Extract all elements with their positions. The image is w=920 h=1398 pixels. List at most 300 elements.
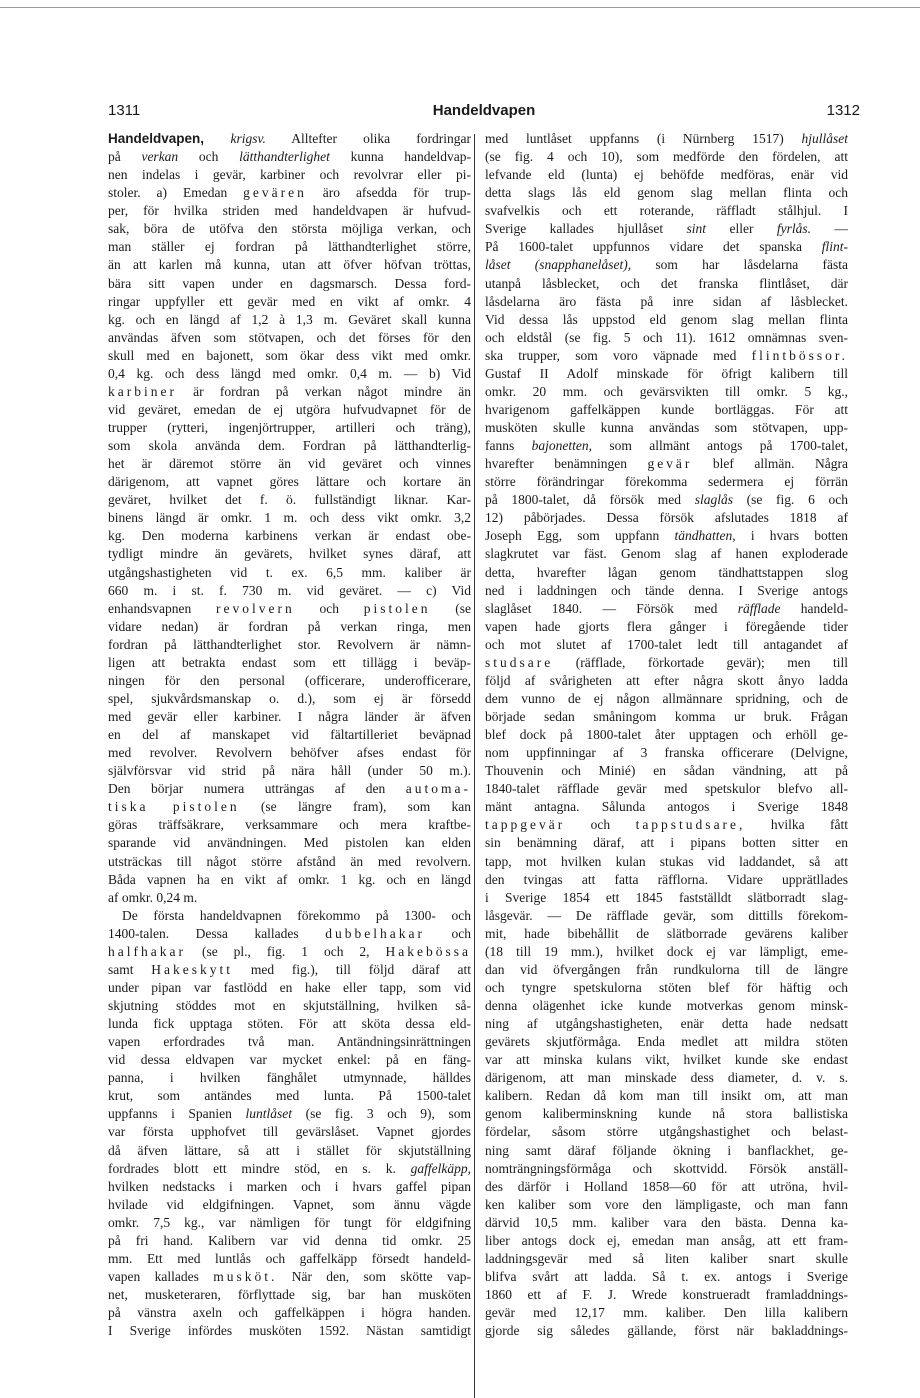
text-line	[108, 1286, 471, 1304]
text-line	[108, 437, 471, 455]
text-run: På 1600-talet uppfunnos vidare det spanska	[485, 239, 822, 255]
text-run: hvarefter benämningen	[485, 456, 648, 472]
text-run: Vid dessa lås uppstod eld genom slag mellan flinta	[485, 311, 848, 327]
text-line	[485, 1322, 848, 1340]
text-run: ligen att betrakta endast som ett tillägg i beväp-	[108, 654, 471, 670]
text-line	[108, 672, 471, 690]
text-run: började sedan småningom komma ur bruk. Frågan	[485, 709, 848, 724]
text-line	[485, 1250, 848, 1268]
text-line	[108, 853, 471, 871]
text-run: ningen för den personal (officerare, underofficerare,	[108, 672, 471, 688]
text-line	[108, 184, 471, 202]
text-run: lunda fick upptaga stöten. För att sköta dessa eld-	[108, 1016, 471, 1032]
spaced-term: flintbössor.	[751, 347, 848, 363]
text-run: och	[565, 817, 636, 833]
text-run: gevär med 12,17 mm. kaliber. Den lilla kalibern	[485, 1305, 848, 1321]
text-run: vidare nedan) är fordran på verkan ringa, men	[108, 618, 471, 634]
text-run: (räfflade, förkortade gevär); men till	[553, 654, 848, 670]
column-divider	[474, 134, 475, 1398]
text-run: tapp, mot hvilken kulan stukas vid laddandet, så att	[485, 853, 848, 869]
spaced-term: tiska pistolen	[108, 799, 240, 815]
text-line	[108, 473, 471, 491]
text-run: De första handeldvapnen förekommo på 1300- och	[122, 907, 471, 923]
text-line	[485, 184, 848, 202]
text-line	[108, 943, 471, 961]
text-run: med gevär eller karbiner. I några länder är äfven	[108, 709, 471, 724]
text-run: af omkr. 0,24 m.	[108, 889, 198, 905]
text-run: den tvingas att fatta räfflorna. Vidare upprätllades	[485, 871, 848, 887]
text-line	[485, 293, 848, 311]
text-run: fordran på lätthandterlighet stor. Revolvern är nämn-	[108, 636, 471, 652]
spaced-term: Hakebössa	[385, 943, 471, 959]
text-run: kalibern. Redan då kom man till insikt om, att man	[485, 1088, 848, 1104]
text-run: på 1800-talet, då försök med	[485, 492, 695, 508]
text-run: under pipan var fastlödd en hake eller tapp, som vid	[108, 979, 471, 995]
text-line	[108, 220, 471, 238]
text-run: i hvars botten	[735, 528, 848, 544]
text-run: utanpå låsblecket, och det franska flintlåset, där	[485, 275, 848, 291]
text-run: handeld-	[780, 600, 848, 616]
text-run: binens längd är omkr. 1 m. och dess vikt omkr. 3,2	[108, 510, 471, 526]
text-run: 1860 ett af F. J. Wrede konstrueradt framladdnings-	[485, 1287, 848, 1302]
text-line	[108, 997, 471, 1015]
text-run: ned i laddningen och tände denna. I Sverige antogs	[485, 582, 848, 598]
text-run: och	[424, 925, 471, 941]
text-run: därvid 10,5 mm. kaliber vara den bästa. Denna ka-	[485, 1214, 848, 1230]
text-run: var att minska kulans vikt, hvilket kunde ske endast	[485, 1052, 848, 1068]
text-run: slagkrutet var fäst. Genom slag af hanen exploderade	[485, 546, 848, 562]
text-line	[108, 293, 471, 311]
text-run: nen indelas i gevär, karbiner och revolvrar eller pi-	[108, 167, 471, 183]
text-line	[485, 762, 848, 780]
text-run: omkr. 7,5 kg., var nämligen för tungt för eldgifning	[108, 1214, 471, 1230]
text-run: svafvelkis och ett roterande, räffladt stålhjul. I	[485, 203, 848, 219]
text-line	[485, 907, 848, 925]
text-line	[485, 1304, 848, 1322]
text-line	[108, 148, 471, 166]
text-run: slaglåset 1840. — Försök med	[485, 600, 738, 616]
text-run: omkr. 20 mm. och gevärsvikten till omkr. 5 kg.,	[485, 383, 848, 399]
text-line	[108, 690, 471, 708]
text-line	[108, 1196, 471, 1214]
text-line	[485, 275, 848, 293]
text-run: spel, sjukvårdsmanskap o. d.), som ej är försedd	[108, 690, 471, 706]
text-run: denna olägenhet icke kunde motverkas genom minsk-	[485, 998, 848, 1013]
text-run: 1400-talen. Dessa kallades	[108, 925, 326, 941]
text-run: trupper (rytteri, ingenjörtrupper, artilleri och träng),	[108, 420, 471, 435]
text-run: och	[178, 149, 240, 165]
text-run: het är däremot större än vid geväret och vinnes	[108, 456, 471, 472]
text-run: 660 m. i st. f. 730 m. vid geväret. — c) Vid	[108, 582, 471, 598]
text-run: net, musketeraren, förflyttade sig, bar han musköten	[108, 1287, 471, 1302]
text-run: och eldstål (se fig. 5 och 11). 1612 omnämnas sven-	[485, 329, 848, 345]
spaced-term: musköt.	[213, 1268, 278, 1284]
text-line	[108, 311, 471, 329]
text-run: genom kaliberminskning kunde nå stora ballistiska	[485, 1106, 848, 1122]
text-line	[108, 1250, 471, 1268]
text-line	[485, 473, 848, 491]
text-run: liber antogs dock ej, emedan man ansåg, att ett fram-	[485, 1232, 848, 1248]
text-run: och	[294, 600, 364, 616]
text-run: på vänstra axeln och gaffelkäppen i högra handen.	[108, 1305, 471, 1321]
text-line	[485, 943, 848, 961]
text-line	[108, 636, 471, 654]
text-line	[485, 726, 848, 744]
text-run: och mot slutet af 1700-talet ledt till antagandet af	[485, 636, 848, 652]
text-line	[108, 798, 471, 816]
text-run: Gustaf II Adolf minskade för öfrigt kalibern till	[485, 365, 848, 381]
text-run: ken kaliber som vore den lämpligaste, och man fann	[485, 1196, 848, 1212]
text-line	[108, 654, 471, 672]
text-line	[485, 961, 848, 979]
text-line	[108, 1087, 471, 1105]
text-run: med luntlåset uppfanns (i Nürnberg 1517)	[485, 131, 802, 146]
text-line	[108, 1304, 471, 1322]
text-run: (18 till 19 mm.), hvilket dock ej var lämpligt, eme-	[485, 943, 848, 959]
text-line	[485, 582, 848, 600]
text-line	[108, 383, 471, 401]
text-line	[108, 1142, 471, 1160]
text-run: fordrades blott ett mindre stöd, en s. k.	[108, 1160, 411, 1176]
text-run: göras träffsäkrare, verksammare och mera kraftbe-	[108, 817, 471, 833]
text-run: Alltefter olika fordringar	[265, 131, 471, 146]
text-line	[108, 329, 471, 347]
text-run: vid geväret, emedan de ej utgöra hufvudvapnet för de	[108, 401, 471, 417]
text-run: nom uppfinningar af 3 franska officerare (Delvigne,	[485, 745, 848, 761]
text-line	[485, 600, 848, 618]
text-run: (se fig. 3 och 9), som	[292, 1106, 471, 1122]
text-line	[485, 690, 848, 708]
text-line	[485, 148, 848, 166]
text-line	[108, 166, 471, 184]
italic-term: låset (snapphanelåset),	[485, 257, 632, 273]
text-run: var första upphofvet till gevärslåset. Vapnet gjordes	[108, 1124, 471, 1140]
text-run: sak, böra de utöfva den största möjliga verkan, och	[108, 221, 471, 237]
text-run: tydligt mindre än gevärets, hvilket synes däraf, att	[108, 546, 471, 562]
text-line	[108, 907, 471, 925]
left-column	[108, 130, 471, 1340]
text-line	[485, 256, 848, 274]
text-line	[485, 365, 848, 383]
text-run: 1840-talet räfflade gevär med spetskulor blefvo all-	[485, 781, 848, 797]
text-line	[108, 600, 471, 618]
italic-term: flint-	[821, 239, 848, 255]
text-run: des därför i Holland 1858—60 för att utröna, hvil-	[485, 1178, 848, 1194]
text-run: låsgevär. — De räfflade gevär, som dittills förekom-	[485, 907, 848, 923]
text-line	[485, 997, 848, 1015]
text-run: då äfven lättare, så att i stället för skjutställning	[108, 1142, 471, 1158]
text-line	[485, 491, 848, 509]
text-line	[108, 1160, 471, 1178]
text-line	[108, 1051, 471, 1069]
text-run: (se fig. 4 och 10), som medförde den fördelen, att	[485, 149, 848, 165]
text-run: gevärets skjutförmåga. Enda medlet att mildra stöten	[485, 1034, 848, 1050]
text-line	[485, 545, 848, 563]
text-line	[108, 582, 471, 600]
text-run: Thouvenin och Minié) en sådan vändning, att på	[485, 763, 848, 779]
text-line	[485, 672, 848, 690]
text-line	[108, 527, 471, 545]
italic-term: sint	[686, 221, 707, 237]
text-line	[108, 961, 471, 979]
text-line	[485, 1232, 848, 1250]
text-line	[108, 1123, 471, 1141]
page-number-left: 1311	[108, 102, 141, 119]
text-line	[108, 238, 471, 256]
italic-term: krigsv.	[230, 131, 266, 146]
text-line	[108, 1015, 471, 1033]
spaced-term: Hakeskytt	[151, 961, 234, 977]
text-run: och tyngre spetskulorna stöten blef för häftig och	[485, 979, 848, 995]
text-run: Båda vapnen ha en vikt af omkr. 1 kg. och en längd	[108, 871, 471, 887]
text-line	[108, 834, 471, 852]
text-line	[485, 708, 848, 726]
text-line	[108, 491, 471, 509]
text-line	[108, 455, 471, 473]
text-run: krut, som antändes med lunta. På 1500-talet	[108, 1088, 471, 1104]
text-line	[108, 1214, 471, 1232]
spaced-term: tappstudsare,	[635, 817, 746, 833]
text-run: självförsvar vid strid på nära håll (under 50 m.).	[108, 763, 471, 779]
text-line	[485, 780, 848, 798]
page-number-right: 1312	[826, 102, 860, 119]
italic-term: gaffelkäpp,	[410, 1160, 471, 1176]
text-run: fanns	[485, 438, 532, 454]
text-run: 0,4 kg. och dess längd med omkr. 0,4 m. — b) Vid	[108, 365, 471, 381]
text-line	[485, 1069, 848, 1087]
text-line	[108, 347, 471, 365]
text-line	[108, 401, 471, 419]
text-run: vid dessa eldvapen var mycket enkel: på en fäng-	[108, 1052, 471, 1068]
text-line	[485, 1105, 848, 1123]
text-run: blef allmän. Några	[692, 456, 848, 472]
spaced-term: dubbelhakar	[325, 925, 425, 941]
text-run: uppfanns i Spanien	[108, 1106, 246, 1122]
text-line	[485, 311, 848, 329]
text-run: skjutning stöddes mot en skjutställning, hvilken så-	[108, 998, 471, 1013]
text-line	[108, 708, 471, 726]
text-line	[485, 744, 848, 762]
text-line	[485, 1051, 848, 1069]
text-run: med fig.), till följd däraf att	[233, 961, 471, 977]
text-run: vapen kallades	[108, 1268, 214, 1284]
text-line	[485, 509, 848, 527]
text-line	[108, 1268, 471, 1286]
text-run: utgångshastigheten vid t. ex. 6,5 mm. kaliber är	[108, 564, 471, 580]
text-run: utsträckas till något större afstånd än med revolvern.	[108, 853, 471, 869]
text-run: 12) påbörjades. Dessa försök afslutades 1818 af	[485, 510, 848, 526]
text-run: vapen erfordrades två man. Antändningsinrättningen	[108, 1034, 471, 1050]
text-line	[485, 636, 848, 654]
text-run: hvilken nedstacks i marken och i hvars gaffel pipan	[108, 1178, 471, 1194]
text-line	[108, 744, 471, 762]
spaced-term: pistolen	[363, 600, 431, 616]
italic-term: hjullåset	[801, 131, 848, 146]
text-line	[108, 419, 471, 437]
italic-term: luntlåset	[245, 1106, 292, 1122]
text-run: Sverige kallades hjullåset	[485, 221, 687, 237]
text-run: kunna handeldvap-	[329, 149, 471, 165]
text-run: mänt antagna. Sålunda antogos i Sverige 1848	[485, 799, 848, 815]
spaced-term: gevär	[647, 456, 693, 472]
text-run: hvarigenom gaffelkäppen kunde bortläggas. För att	[485, 401, 848, 417]
right-column	[485, 130, 848, 1340]
text-run: ska trupper, som voro väpnade med	[485, 347, 752, 363]
text-run: är fordran på verkan något mindre än	[176, 383, 471, 399]
text-run: ning samt däraf följande ökning i banflackhet, ge-	[485, 1142, 848, 1158]
text-run: större förändringar förekomma sedermera ej förrän	[485, 474, 848, 490]
text-line	[485, 564, 848, 582]
text-line	[108, 202, 471, 220]
text-line	[485, 166, 848, 184]
text-line	[485, 1142, 848, 1160]
text-line	[485, 889, 848, 907]
text-run: användas äfven som stötvapen, och det förses för den	[108, 329, 471, 345]
text-run: som allmänt antogs på 1700-talet,	[592, 438, 848, 454]
text-line	[485, 1268, 848, 1286]
text-run: geväret, hvilket det f. ö. fullständigt liknar. Kar-	[108, 492, 471, 508]
text-line	[485, 798, 848, 816]
page-header	[108, 102, 860, 124]
text-run: gjorde sig således gällande, först när bakladdnings-	[485, 1323, 848, 1339]
italic-term: fyrlås.	[776, 221, 812, 237]
spaced-term: automa-	[405, 781, 471, 797]
text-line	[108, 925, 471, 943]
text-line	[485, 419, 848, 437]
text-run: på	[108, 149, 142, 165]
text-line	[485, 1015, 848, 1033]
text-run: kg. och en längd af 1,2 à 1,3 m. Geväret skall kunna	[108, 311, 471, 327]
text-line	[485, 1123, 848, 1141]
text-line	[485, 1214, 848, 1232]
text-run: än att karlen må kunna, utan att öfver höfvan tröttas,	[108, 257, 471, 273]
text-run: följd af svårigheten att efter några skott ånyo ladda	[485, 672, 848, 688]
text-run: (se fig. 6 och	[732, 492, 848, 508]
spaced-term: studsare	[485, 654, 554, 670]
text-run: dan vid öfvergången från rundkulorna till de längre	[485, 961, 848, 977]
text-run: I Sverige infördes musköten 1592. Nästan samtidigt	[108, 1323, 471, 1339]
text-run: stoler. a) Emedan	[108, 185, 244, 201]
text-run: låsdelarna äro fästa på inre sidan af låsblecket.	[485, 293, 848, 309]
italic-term: räfflade	[737, 600, 781, 616]
text-run: ning af utgångshastigheten, enär detta hade nedsatt	[485, 1016, 848, 1032]
text-line	[485, 979, 848, 997]
text-line	[108, 871, 471, 889]
text-run: blef dock på 1800-talet åter upptagen och erhöll ge-	[485, 727, 848, 743]
text-run: panna, i hvilken fänghålet utmynnade, hälldes	[108, 1070, 471, 1086]
spaced-term: gevären	[243, 185, 307, 201]
text-line	[108, 564, 471, 582]
italic-term: slaglås	[694, 492, 733, 508]
text-run: —	[811, 221, 848, 237]
text-line	[108, 889, 471, 907]
spaced-term: tappgevär	[485, 817, 566, 833]
text-line	[485, 347, 848, 365]
text-run: (se	[430, 600, 471, 616]
text-line	[485, 1087, 848, 1105]
text-run: dem vunno de ej någon allmännare spridning, och de	[485, 690, 848, 706]
text-line	[108, 1232, 471, 1250]
text-run: en del af manskapet vid fältartilleriet beväpnad	[108, 727, 471, 743]
text-run: Den börjar numera utträngas af den	[108, 781, 406, 797]
text-line	[108, 1069, 471, 1087]
text-line	[108, 1322, 471, 1340]
text-run: skull med en bajonett, som ökar dess vikt med omkr.	[108, 347, 471, 363]
text-run: vapen hade gjorts flera gånger i föregående tider	[485, 618, 848, 634]
text-line	[108, 1178, 471, 1196]
text-run: därigenom, att man minskade dess diameter, d. v. s.	[485, 1070, 848, 1086]
text-line	[485, 618, 848, 636]
text-line	[485, 1178, 848, 1196]
text-run: (se längre fram), som kan	[239, 799, 471, 815]
text-run: sparande vid användningen. Med pistolen kan elden	[108, 835, 471, 851]
text-run: kg. Den moderna karbinens verkan är endast obe-	[108, 528, 471, 544]
text-run: som har låsdelarna fästa	[631, 257, 848, 273]
text-line	[485, 401, 848, 419]
text-line	[485, 871, 848, 889]
text-line	[485, 853, 848, 871]
text-run: bära sitt vapen under en dagsmarsch. Dessa ford-	[108, 275, 471, 291]
text-run: När den, som skötte vap-	[277, 1268, 471, 1284]
text-line	[108, 726, 471, 744]
text-line	[485, 1033, 848, 1051]
text-run: blifva svårt att ladda. Så t. ex. antogs i Sverige	[485, 1268, 848, 1284]
text-run: sin benämning däraf, att i pipans botten sitter en	[485, 835, 848, 851]
spaced-term: revolvern	[215, 600, 295, 616]
text-line	[485, 437, 848, 455]
text-line	[108, 130, 471, 148]
text-line	[108, 509, 471, 527]
text-run: i Sverige 1854 ett 1845 fastställdt slätborradt slag-	[485, 889, 848, 905]
text-run: fördelar, såsom större utgångshastighet och belast-	[485, 1124, 848, 1140]
text-run: detta, hvarefter lågan genom tändhattstappen slog	[485, 564, 848, 580]
text-run: med revolver. Revolvern behöfver afses endast för	[108, 745, 471, 761]
text-line	[485, 455, 848, 473]
text-line	[108, 762, 471, 780]
text-run: mm. Ett med luntlås och gaffelkäpp försedt handeld-	[108, 1250, 471, 1266]
text-run: på fri hand. Kalibern var vid denna tid omkr. 25	[108, 1232, 471, 1248]
text-run: musköten skulle kunna användas som stötvapen, upp-	[485, 420, 848, 435]
text-run: äro afsedda för trup-	[306, 185, 471, 201]
text-line	[485, 329, 848, 347]
text-line	[485, 238, 848, 256]
text-run: detta slags lås eld genom slag mellan flinta och	[485, 185, 848, 201]
text-run: hvilka fått	[745, 817, 848, 833]
text-run: ringar uppfyller ett gevär med en vikt af omkr. 4	[108, 293, 471, 309]
text-line	[485, 816, 848, 834]
text-line	[485, 1286, 848, 1304]
headword: Handeldvapen,	[108, 131, 231, 146]
text-run: laddningsgevär med så liten kaliber snart skulle	[485, 1250, 848, 1266]
text-run: som skola använda dem. Fordran på lätthandterlig-	[108, 438, 471, 454]
italic-term: bajonetten,	[531, 438, 592, 454]
text-line	[108, 780, 471, 798]
spaced-term: halfhakar	[108, 943, 186, 959]
text-run: lefvande eld (lunta) ej behöfde medföras, enär vid	[485, 167, 848, 183]
text-run: därigenom, att vapnet göres lättare och kortare än	[108, 474, 471, 490]
text-run: (se pl., fig. 1 och 2,	[185, 943, 386, 959]
text-run: man ställer ej fordran på lätthandterlighet större,	[108, 239, 471, 255]
text-run: samt	[108, 961, 152, 977]
text-line	[485, 383, 848, 401]
text-line	[485, 527, 848, 545]
text-line	[485, 220, 848, 238]
italic-term: lätthandterlighet	[239, 149, 330, 165]
text-line	[108, 256, 471, 274]
italic-term: verkan	[141, 149, 179, 165]
text-run: eller	[706, 221, 777, 237]
text-line	[108, 979, 471, 997]
